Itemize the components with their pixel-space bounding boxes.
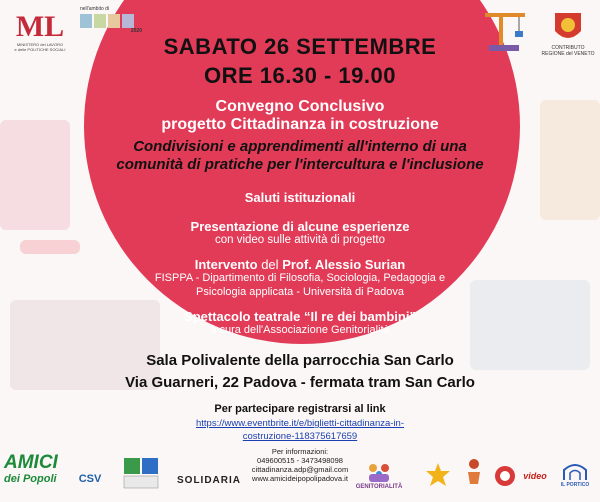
registration-heading: Per partecipare registrarsi al link bbox=[214, 403, 386, 415]
ambito-images bbox=[80, 14, 134, 28]
event-time: ORE 16.30 - 19.00 bbox=[204, 63, 396, 88]
program-show-sub: a cura dell'Associazione Genitorialità bbox=[210, 324, 390, 336]
contacts-website[interactable]: www.amicideipopolipadova.it bbox=[252, 474, 348, 483]
program-presentation-sub: con video sulle attività di progetto bbox=[214, 234, 386, 246]
partner-logo-round bbox=[492, 462, 518, 490]
il-portico-logo bbox=[552, 454, 598, 494]
amici-dei-popoli-logo bbox=[4, 444, 64, 494]
running-figure-icon bbox=[460, 458, 488, 492]
genitorialita-logo bbox=[352, 456, 406, 496]
csv-logo bbox=[70, 468, 110, 490]
ministry-logo-line2: e delle POLITICHE SOCIALI bbox=[14, 47, 66, 52]
program-show-title: Spettacolo teatrale “Il re dei bambini” bbox=[184, 309, 416, 324]
network-logo bbox=[120, 452, 164, 494]
event-date: SABATO 26 SETTEMBRE bbox=[163, 34, 437, 59]
program-talk-affil2: Psicologia applicata - Università di Padova bbox=[196, 286, 404, 298]
talk-prefix: Intervento bbox=[194, 257, 258, 272]
genitorialita-text: GENITORIALITÀ bbox=[355, 484, 403, 490]
family-icon bbox=[364, 462, 394, 484]
venue-line1: Sala Polivalente della parrocchia San Carlo bbox=[146, 352, 454, 369]
csv-text: CSV bbox=[78, 473, 102, 485]
star-icon bbox=[424, 461, 452, 489]
event-title-line2: progetto Cittadinanza in costruzione bbox=[161, 116, 439, 133]
registration-link-line2[interactable]: costruzione-118375617659 bbox=[242, 431, 358, 442]
circle-badge-icon bbox=[493, 464, 517, 488]
bg-book-left bbox=[0, 120, 70, 230]
ambito-image bbox=[108, 14, 120, 28]
venue-line2: Via Guarneri, 22 Padova - fermata tram San Carlo bbox=[125, 374, 475, 391]
event-title-line1: Convegno Conclusivo bbox=[215, 98, 385, 115]
program-saluti: Saluti istituzionali bbox=[244, 190, 356, 205]
contacts-phones: 049600515 - 3473498098 bbox=[257, 456, 343, 465]
event-subtitle-line2: comunità di pratiche per l'intercultura e l'inclusione bbox=[116, 156, 484, 173]
solidaria-text: SOLIDARIA bbox=[177, 474, 241, 486]
contacts-email[interactable]: cittadinanza.adp@gmail.com bbox=[251, 465, 349, 474]
ambito-text: nell'ambito di bbox=[80, 6, 110, 12]
amici-line2: dei Popoli bbox=[4, 473, 57, 485]
partner-logo-star bbox=[422, 458, 454, 492]
ministry-logo-letters: ML bbox=[15, 10, 65, 43]
ministry-logo-line1: MINISTERO del LAVORO bbox=[16, 42, 64, 47]
talk-middle: del bbox=[261, 257, 279, 272]
ambito-image bbox=[80, 14, 92, 28]
region-line1: CONTRIBUTO bbox=[551, 45, 585, 51]
event-subtitle-line1: Condivisioni e apprendimenti all'interno di una bbox=[133, 138, 467, 155]
program-talk-title bbox=[0, 257, 600, 272]
ambito-image bbox=[122, 14, 134, 28]
portico-text: IL PORTICO bbox=[560, 482, 590, 488]
registration-link-line1[interactable]: https://www.eventbrite.it/e/biglietti-cittadinanza-in- bbox=[195, 418, 405, 429]
amici-line1: AMICI bbox=[4, 452, 58, 473]
video-text: video bbox=[523, 471, 547, 481]
partner-logo-figure bbox=[458, 456, 490, 494]
solidaria-logo bbox=[174, 472, 244, 488]
ambito-image bbox=[94, 14, 106, 28]
talk-speaker: Prof. Alessio Surian bbox=[282, 257, 406, 272]
portico-arch-icon bbox=[562, 460, 588, 482]
contacts-heading: Per informazioni: bbox=[271, 447, 329, 456]
puzzle-icon bbox=[122, 454, 162, 492]
program-presentation-title: Presentazione di alcune esperienze bbox=[190, 219, 410, 234]
video-logo bbox=[522, 462, 548, 490]
region-line2: REGIONE del VENETO bbox=[541, 51, 595, 57]
ambito-year: 2020 bbox=[130, 28, 142, 34]
program-talk-affil1: FISPPA - Dipartimento di Filosofia, Sociologia, Pedagogia e bbox=[154, 272, 446, 284]
